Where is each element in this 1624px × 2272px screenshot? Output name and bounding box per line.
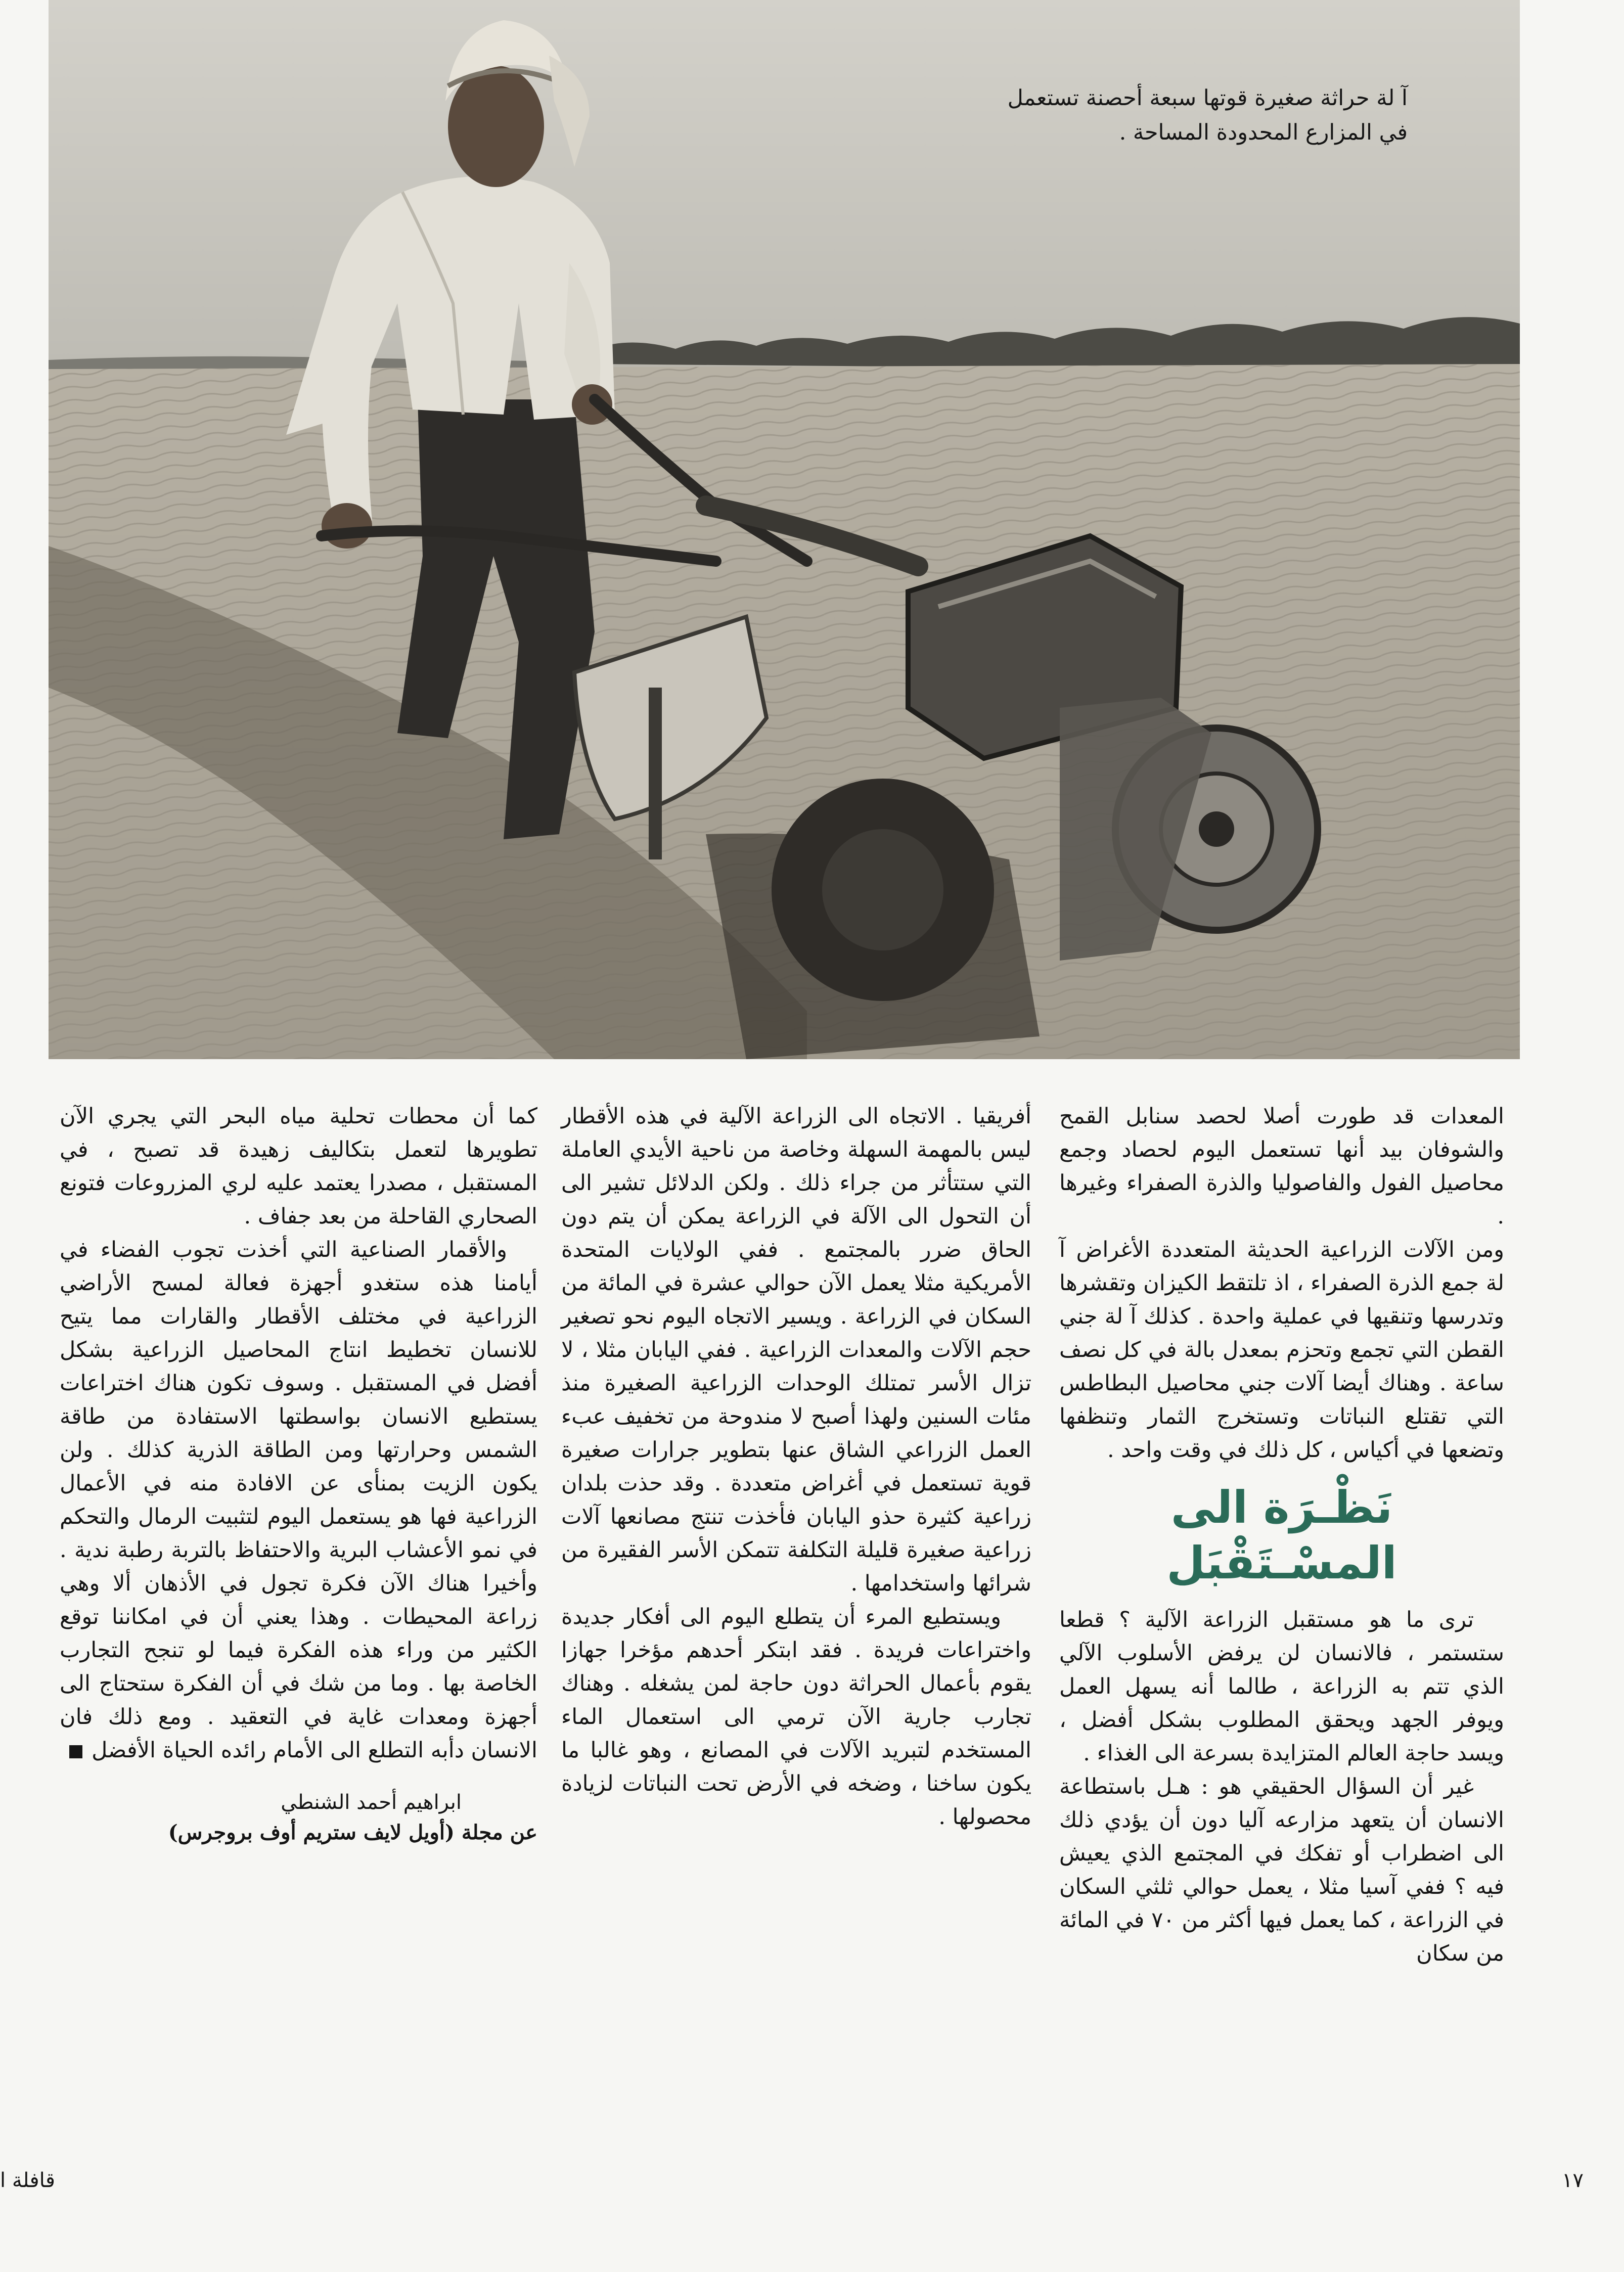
section-heading: نَظْـرَة الى المسْـتَقْبَل [1166,1481,1397,1589]
page-number: ١٧ [1562,2169,1584,2192]
paragraph-text: والأقمار الصناعية التي أخذت تجوب الفضاء في أيامنا هذه ستغدو أجهزة فعالة لمسح الأراضي الزراعية في مختلف الأقطار والقارات مما يتيح للانسان تخطيط انتاج المحاصيل الزراعية بشكل أفضل في المستقبل . وسوف تكون هناك اختراعات يستطيع الانسان بواسطتها الاستفادة من طاقة الشمس وحرارتها ومن الطاقة الذرية كذلك . ولن يكون الزيت بمنأى عن الافادة منه في الأعمال الزراعية فها هو يستعمل اليوم لتثبيت الرمال والتحكم في نمو الأعشاب البرية والاحتفاظ بالتربة رطبة ندية . وأخيرا هناك الآن فكرة تجول في الأذهان ألا وهي زراعة المحيطات . وهذا يعني أن في امكاننا توقع الكثير من وراء هذه الفكرة فيما لو تنجح التجارب الخاصة بها . وما من شك في أن الفكرة ستحتاج الى أجهزة ومعدات غاية في التعقيد . ومع ذلك فان الانسان دأبه التطلع الى الأمام رائده الحياة الأفضل [60,1237,537,1763]
caption-line-2: في المزارع المحدودة المساحة . [1119,120,1408,145]
paragraph [60,1233,537,1767]
paragraph: ويستطيع المرء أن يتطلع اليوم الى أفكار جديدة واختراعات فريدة . فقد ابتكر أحدهم مؤخرا جهازا يقوم بأعمال الحراثة دون حاجة لمن يشغله . وهناك تجارب جارية الآن ترمي الى استعمال الماء المستخدم لتبريد الآلات في المصانع ، وهو غالبا ما يكون ساخنا ، وضخه في الأرض تحت النباتات لزيادة محصولها . [561,1604,1031,1830]
end-of-article-mark [69,1745,82,1758]
caption-line-1: آ لة حراثة صغيرة قوتها سبعة أحصنة تستعمل [1007,85,1408,111]
article-column-1 [1059,1100,1504,1970]
photo-caption [902,81,1408,150]
paragraph: أفريقيا . الاتجاه الى الزراعة الآلية في هذه الأقطار ليس بالمهمة السهلة وخاصة من ناحية الأيدي العاملة التي ستتأثر من جراء ذلك . ولكن الدلائل تشير الى أن التحول الى الآلة في الزراعة يمكن أن يتم دون الحاق ضرر بالمجتمع . ففي الولايات المتحدة الأمريكية مثلا يعمل الآن حوالي عشرة في المائة من السكان في الزراعة . ويسير الاتجاه اليوم نحو تصغير حجم الآلات والمعدات الزراعية . ففي اليابان مثلا ، لا تزال الأسر تمتلك الوحدات الزراعية الصغيرة منذ مئات السنين ولهذا أصبح لا مندوحة من تخفيف عبء العمل الزراعي الشاق عنها بتطوير جرارات صغيرة قوية تستعمل في أغراض متعددة . وقد حذت بلدان زراعية كثيرة حذو اليابان فأخذت تنتج مصانعها آلات زراعية صغيرة قليلة التكلفة تتمكن الأسر الفقيرة من شرائها واستخدامها . [561,1104,1031,1596]
source-line: عن مجلة (أويل لايف ستريم أوف بروجرس) [168,1821,537,1844]
paragraph: ترى ما هو مستقبل الزراعة الآلية ؟ قطعا ستستمر ، فالانسان لن يرفض الأسلوب الآلي الذي تتم به الزراعة ، طالما أنه يسهل العمل ويوفر الجهد ويحقق المطلوب بشكل أفضل ، ويسد حاجة العالم المتزايدة بسرعة الى الغذاء . [1059,1607,1504,1766]
author-block [60,1787,537,1848]
field-photo [49,0,1520,1059]
article-column-3 [60,1100,537,1848]
paragraph: ومن الآلات الزراعية الحديثة المتعددة الأغراض آ لة جمع الذرة الصفراء ، اذ تلتقط الكيزان وتقشرها وتدرسها وتنقيها في عملية واحدة . كذلك آ لة جني القطن التي تجمع وتحزم بمعدل بالة في كل نصف ساعة . وهناك أيضا آلات جني محاصيل البطاطس التي تقتلع النباتات وتستخرج الثمار وتنظفها وتضعها في أكياس ، كل ذلك في وقت واحد . [1059,1237,1504,1463]
author-name: ابراهيم أحمد الشنطي [281,1791,462,1814]
magazine-name: قافلة ا [0,2169,55,2192]
article-column-2 [561,1100,1031,1834]
tiller-photo-illustration [49,0,1520,1059]
paragraph: المعدات قد طورت أصلا لحصد سنابل القمح والشوفان بيد أنها تستعمل اليوم لحصاد وجمع محاصيل الفول والفاصوليا والذرة الصفراء وغيرها . [1059,1104,1504,1229]
paragraph: كما أن محطات تحلية مياه البحر التي يجري الآن تطويرها لتعمل بتكاليف زهيدة قد تصبح ، في المستقبل ، مصدرا يعتمد عليه لري المزروعات فتونع الصحاري القاحلة من بعد جفاف . [60,1104,537,1229]
paragraph: غير أن السؤال الحقيقي هو : هـل باستطاعة الانسان أن يتعهد مزارعه آليا دون أن يؤدي ذلك الى اضطراب أو تفكك في المجتمع الذي يعيش فيه ؟ ففي آسيا مثلا ، يعمل حوالي ثلثي السكان في الزراعة ، كما يعمل فيها أكثر من ٧٠ في المائة من سكان [1059,1774,1504,1966]
